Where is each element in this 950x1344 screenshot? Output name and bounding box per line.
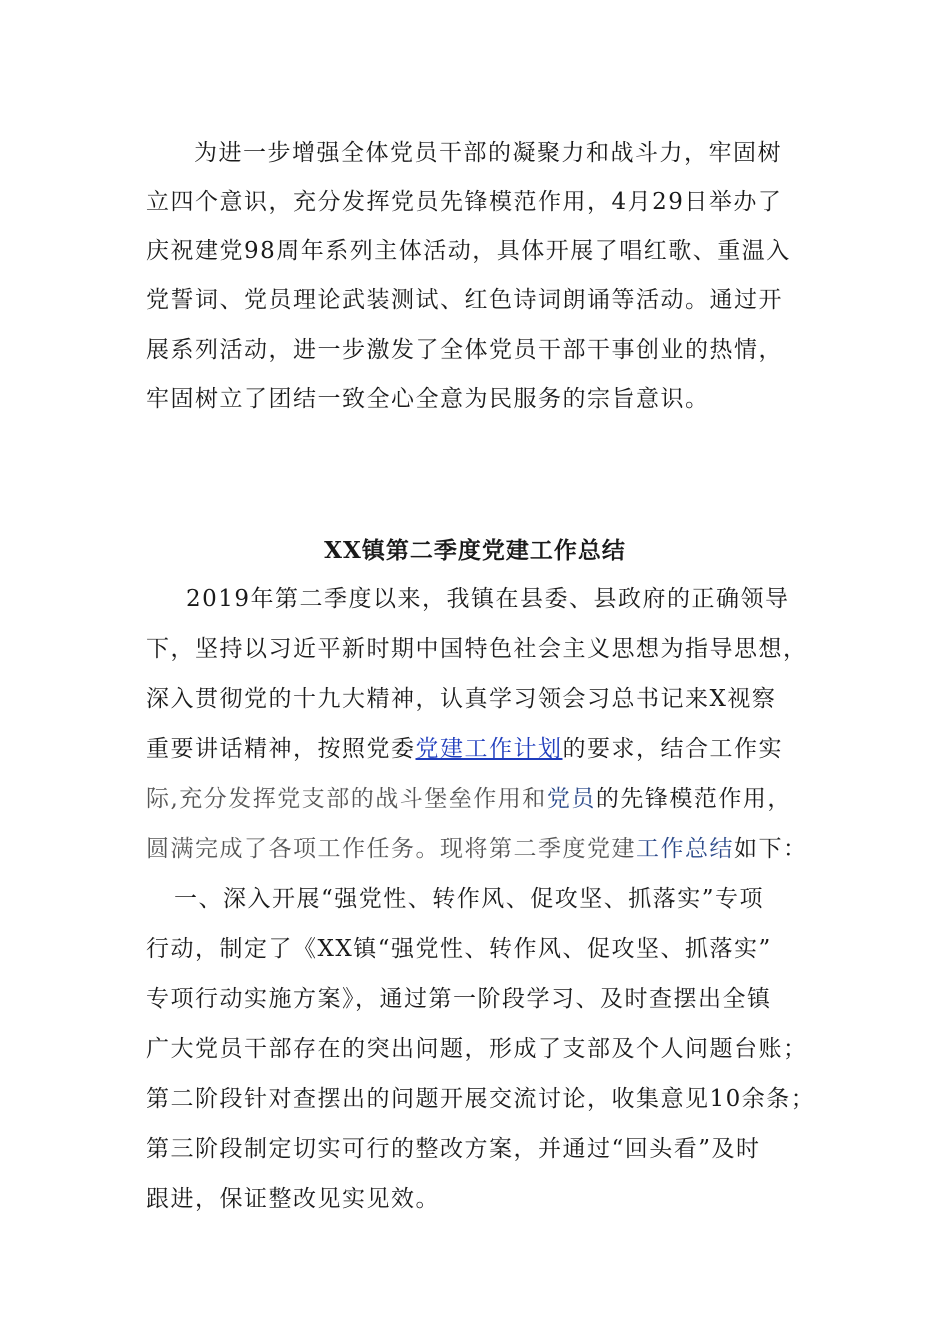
intro-line: 党誓词、党员理论武装测试、红色诗词朗诵等活动。通过开	[146, 287, 783, 313]
body-line: 行动，制定了《XX镇“强党性、转作风、促攻坚、抓落实”	[146, 936, 772, 962]
body-line: 2019年第二季度以来，我镇在县委、县政府的正确领导	[186, 586, 790, 612]
body-line: 深入贯彻党的十九大精神，认真学习领会习总书记来X视察	[146, 686, 777, 712]
intro-line: 为进一步增强全体党员干部的凝聚力和战斗力，牢固树	[194, 140, 782, 166]
body-line	[146, 734, 783, 764]
document-title: XX镇第二季度党建工作总结	[324, 537, 626, 564]
intro-line: 庆祝建党98周年系列主体活动，具体开展了唱红歌、重温入	[146, 238, 791, 264]
body-line: 下，坚持以习近平新时期中国特色社会主义思想为指导思想，	[146, 636, 808, 662]
intro-line: 立四个意识，充分发挥党员先锋模范作用，4月29日举办了	[146, 189, 783, 215]
body-line: 第三阶段制定切实可行的整改方案，并通过“回头看”及时	[146, 1136, 761, 1162]
body-text: 如下：	[734, 836, 808, 862]
intro-line: 展系列活动，进一步激发了全体党员干部干事创业的热情，	[146, 337, 783, 363]
body-text: 的要求，结合工作实	[562, 736, 783, 762]
party-building-plan-link[interactable]: 党建工作计划	[415, 736, 563, 762]
intro-line: 牢固树立了团结一致全心全意为民服务的宗旨意识。	[146, 386, 710, 412]
body-line: 专项行动实施方案》，通过第一阶段学习、及时查摆出全镇	[146, 986, 772, 1012]
party-member-link[interactable]: 党员	[546, 786, 596, 812]
section-heading-line: 一、深入开展“强党性、转作风、促攻坚、抓落实”专项	[174, 886, 765, 912]
body-text: 的先锋模范作用，	[595, 786, 792, 812]
body-text: 重要讲话精神，按照党委	[146, 736, 416, 762]
body-line: 第二阶段针对查摆出的问题开展交流讨论，收集意见10余条；	[146, 1086, 816, 1112]
body-line: 广大党员干部存在的突出问题，形成了支部及个人问题台账；	[146, 1036, 808, 1062]
body-line	[146, 834, 808, 864]
work-summary-link[interactable]: 工作总结	[636, 836, 734, 862]
body-text: 际,充分发挥党支部的战斗堡垒作用和	[146, 786, 547, 812]
body-text: 圆满完成了各项工作任务。现将第二季度党建	[146, 836, 636, 862]
body-line: 跟进，保证整改见实见效。	[146, 1186, 440, 1212]
body-line	[146, 784, 792, 814]
